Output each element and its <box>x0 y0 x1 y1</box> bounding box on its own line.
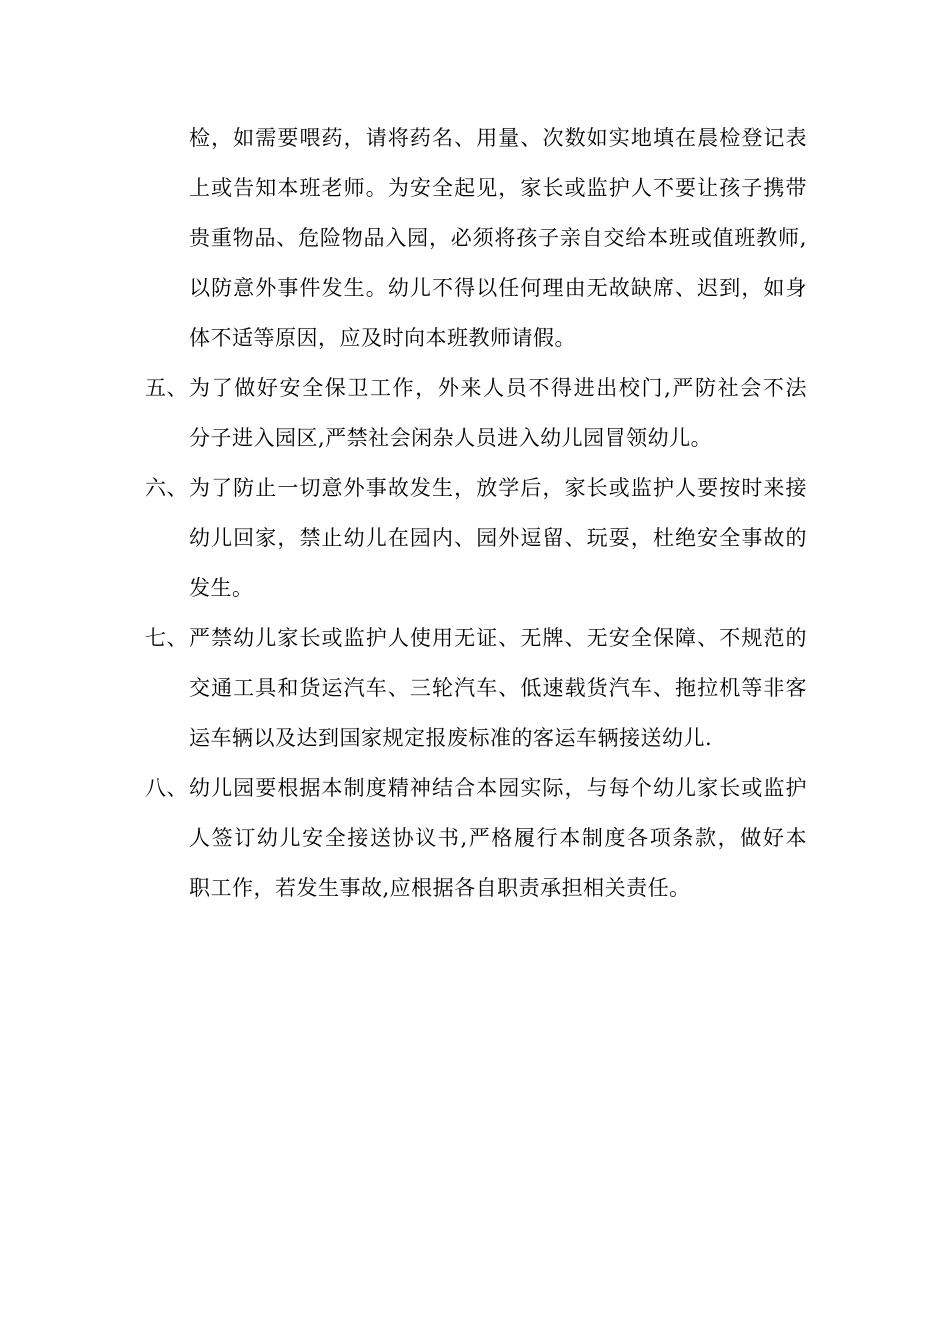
item-7-numeral: 七、 <box>145 626 188 650</box>
continuation-line-4: 以防意外事件发生。幼儿不得以任何理由无故缺席、迟到，如身 <box>189 276 807 300</box>
item-6-line-2: 幼儿回家，禁止幼儿在园内、园外逗留、玩耍，杜绝安全事故的 <box>189 526 807 550</box>
item-8-line-3: 职工作，若发生事故,应根据各自职责承担相关责任。 <box>189 876 691 900</box>
item-5-numeral: 五、 <box>145 376 188 400</box>
item-7-line-1: 严禁幼儿家长或监护人使用无证、无牌、无安全保障、不规范的 <box>189 626 807 650</box>
continuation-line-5: 体不适等原因，应及时向本班教师请假。 <box>189 326 576 350</box>
item-7-line-3: 运车辆以及达到国家规定报废标准的客运车辆接送幼儿. <box>189 726 713 750</box>
item-8-line-1: 幼儿园要根据本制度精神结合本园实际，与每个幼儿家长或监护 <box>189 776 807 800</box>
item-5-line-1: 为了做好安全保卫工作，外来人员不得进出校门,严防社会不法 <box>189 376 807 400</box>
item-8-line-2: 人签订幼儿安全接送协议书,严格履行本制度各项条款，做好本 <box>189 826 807 850</box>
continuation-line-3: 贵重物品、危险物品入园，必须将孩子亲自交给本班或值班教师, <box>189 226 807 250</box>
item-5-line-2: 分子进入园区,严禁社会闲杂人员进入幼儿园冒领幼儿。 <box>189 426 713 450</box>
continuation-line-1: 检，如需要喂药，请将药名、用量、次数如实地填在晨检登记表 <box>189 126 807 150</box>
item-6-line-3: 发生。 <box>189 576 254 600</box>
item-7-line-2: 交通工具和货运汽车、三轮汽车、低速载货汽车、拖拉机等非客 <box>189 676 807 700</box>
item-6-numeral: 六、 <box>145 476 188 500</box>
continuation-line-2: 上或告知本班老师。为安全起见，家长或监护人不要让孩子携带 <box>189 176 807 200</box>
item-8-numeral: 八、 <box>145 776 188 800</box>
item-6-line-1: 为了防止一切意外事故发生，放学后，家长或监护人要按时来接 <box>189 476 807 500</box>
